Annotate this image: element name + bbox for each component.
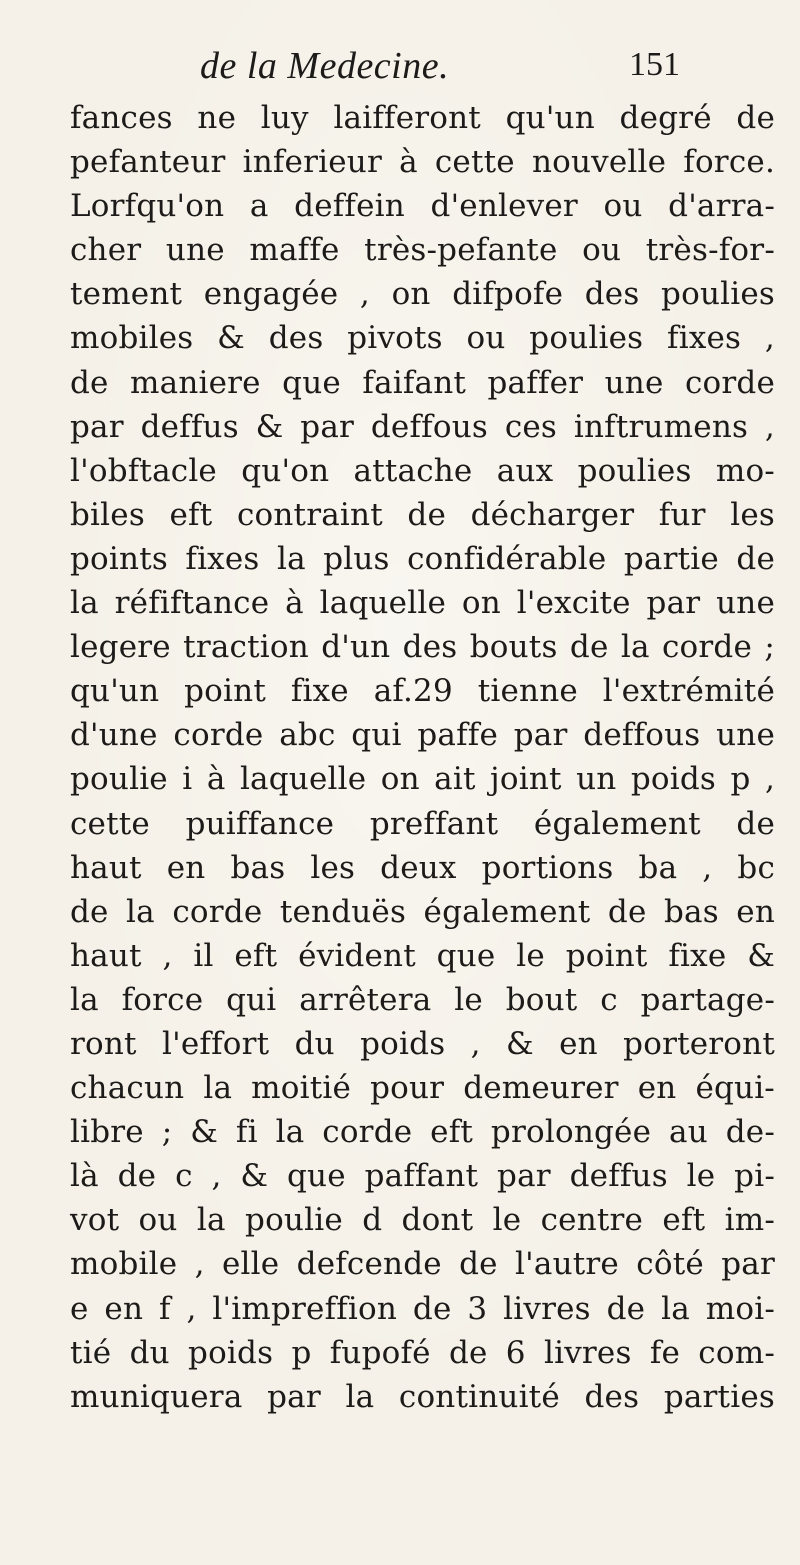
text-line: là de c , & que paffant par deffus le pi- <box>70 1158 775 1195</box>
text-line: biles eft contraint de décharger fur les <box>70 496 775 533</box>
text-line: tié du poids p fupofé de 6 livres fe com- <box>70 1334 775 1371</box>
text-line: la force qui arrêtera le bout c partage- <box>70 981 775 1018</box>
text-line: l'obftacle qu'on attache aux poulies mo- <box>70 452 775 489</box>
text-line: vot ou la poulie d dont le centre eft im- <box>70 1202 775 1239</box>
text-line: fances ne luy laifferont qu'un degré de <box>70 100 775 136</box>
text-line: de la corde tenduës également de bas en <box>70 893 775 930</box>
text-line: muniquera par la continuité des parties <box>70 1378 775 1415</box>
text-line: poulie i à laquelle on ait joint un poids p , <box>70 761 775 798</box>
running-head-title: de la Medecine. <box>200 45 450 87</box>
text-line: chacun la moitié pour demeurer en équi- <box>70 1070 775 1107</box>
text-line: haut , il eft évident que le point fixe & <box>70 937 775 974</box>
text-line: mobile , elle defcende de l'autre côté par <box>70 1246 775 1283</box>
text-line: mobiles & des pivots ou poulies fixes , <box>70 320 775 357</box>
text-line: libre ; & fi la corde eft prolongée au de- <box>70 1114 775 1151</box>
text-line: points fixes la plus confidérable partie de <box>70 540 775 577</box>
text-line: legere traction d'un des bouts de la corde ; <box>70 629 775 666</box>
text-line: la réfiftance à laquelle on l'excite par une <box>70 585 775 622</box>
text-line: Lorfqu'on a deffein d'enlever ou d'arra- <box>70 188 775 225</box>
text-line: cette puiffance preffant également de <box>70 805 775 842</box>
text-line: haut en bas les deux portions ba , bc <box>70 849 775 886</box>
text-line: qu'un point fixe af.29 tienne l'extrémité <box>70 673 775 710</box>
text-line: e en f , l'impreffion de 3 livres de la moi- <box>70 1290 775 1327</box>
text-line: tement engagée , on difpofe des poulies <box>70 276 775 313</box>
running-head <box>160 44 680 92</box>
text-line: pefanteur inferieur à cette nouvelle force. <box>70 144 775 181</box>
text-line: ront l'effort du poids , & en porteront <box>70 1025 775 1062</box>
text-line: d'une corde abc qui paffe par deffous une <box>70 717 775 754</box>
text-line: de maniere que faifant paffer une corde <box>70 364 775 401</box>
page-number: 151 <box>629 46 680 83</box>
text-line: cher une maffe très-pefante ou très-for- <box>70 232 775 269</box>
text-line: par deffus & par deffous ces inftrumens , <box>70 408 775 445</box>
body-text <box>70 96 775 1419</box>
